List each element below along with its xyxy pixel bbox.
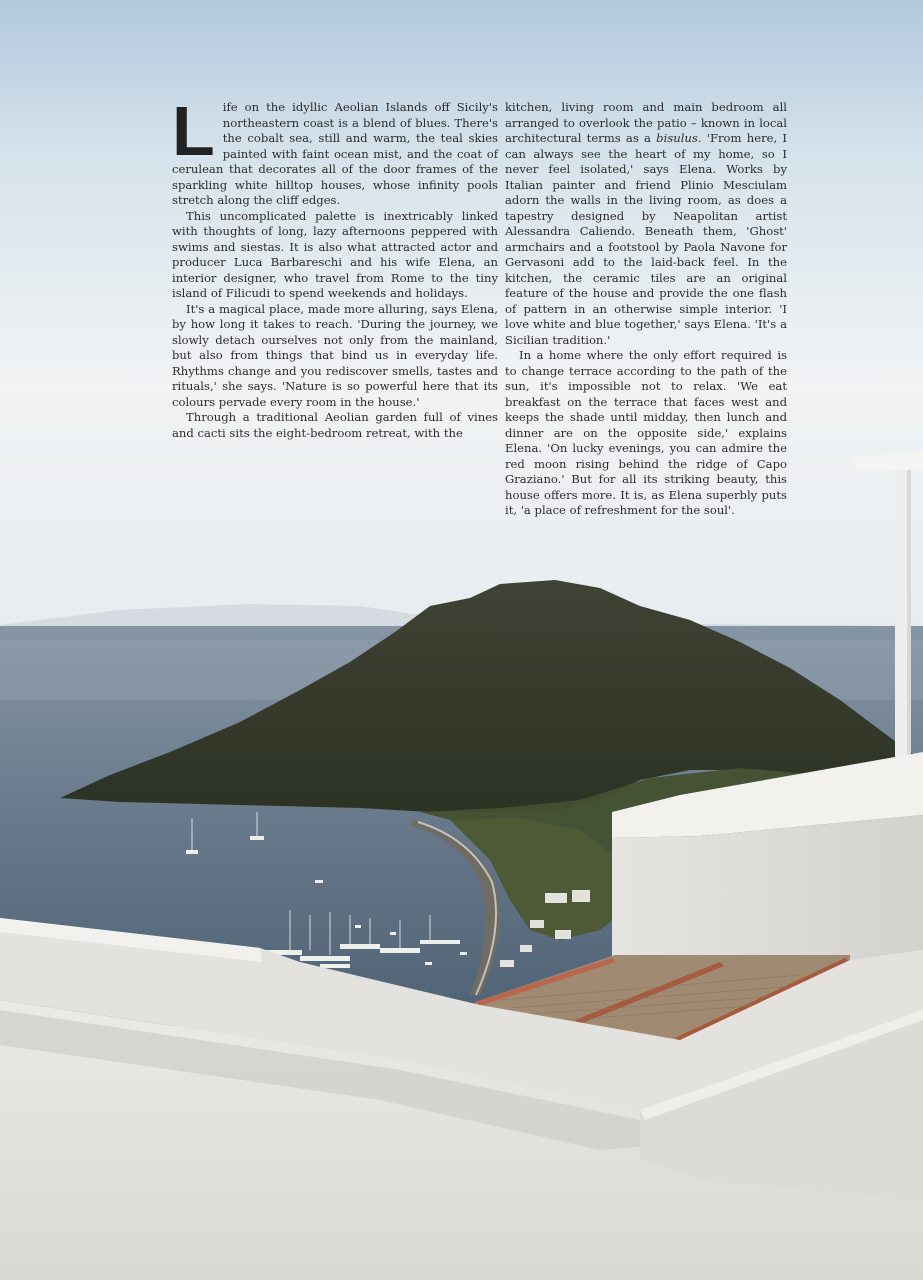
intro-paragraph (172, 92, 498, 209)
patio-text-end: . 'From here, I can always see the heart of my home, so I never feel isolated,' says Elena. Works by Italian painter and friend Plinio Mesciulam adorn the walls in the living room, as does a tapestry designed by Neapolitan artist Alessandra Caliendo. Beneath them, 'Ghost' armchairs and a footstool by Paola Navone for Gervasoni add to the laid-back feel. In the kitchen, the ceramic tiles are an original feature of the house and provide the one flash of pattern in an otherwise simple interior. 'I love white and blue together,' says Elena. 'It's a Sicilian tradition.' (505, 131, 787, 347)
bisulus-term: bisulus (656, 131, 698, 145)
intro-text: ife on the idyllic Aeolian Islands off Sicily's northeastern coast is a blend of blues. There's the cobalt sea, still and warm, the teal skies painted with faint ocean mist, and the coat of cerulean that decorates all of the door frames of the sparkling white hilltop houses, whose infinity pools stretch along the cliff edges. (172, 100, 498, 207)
article-column-right (505, 100, 787, 519)
paragraph-palette: This uncomplicated palette is inextricably linked with thoughts of long, lazy afternoons peppered with swims and siestas. It is also what attracted actor and producer Luca Barbareschi and his wife Elena, an interior designer, who travel from Rome to the tiny island of Filicudi to spend weekends and holidays. (172, 208, 498, 300)
patio-text-start: kitchen, living room and main bedroom all arranged to overlook the patio – known in local architectural terms as a (505, 100, 787, 145)
article-column-left (172, 92, 498, 441)
paragraph-patio (505, 100, 787, 348)
drop-cap: L (172, 92, 215, 170)
paragraph-journey: It's a magical place, made more alluring, says Elena, by how long it takes to reach. 'During the journey, we slowly detach ourselves not only from the mainland, but also from things that bind us in everyday life. Rhythms change and you rediscover smells, tastes and rituals,' she says. 'Nature is so powerful here that its colours pervade every room in the house.' (172, 301, 498, 409)
paragraph-garden: Through a traditional Aeolian garden full of vines and cacti sits the eight-bedroom retreat, with the (172, 410, 498, 440)
paragraph-terrace: In a home where the only effort required is to change terrace according to the path of the sun, it's impossible not to relax. 'We eat breakfast on the terrace that faces west and keeps the shade until midday, then lunch and dinner are on the opposite side,' explains Elena. 'On lucky evenings, you can admire the red moon rising behind the ridge of Capo Graziano.' But for all its striking beauty, this house offers more. It is, as Elena superbly puts it, 'a place of refreshment for the soul'. (505, 348, 787, 517)
